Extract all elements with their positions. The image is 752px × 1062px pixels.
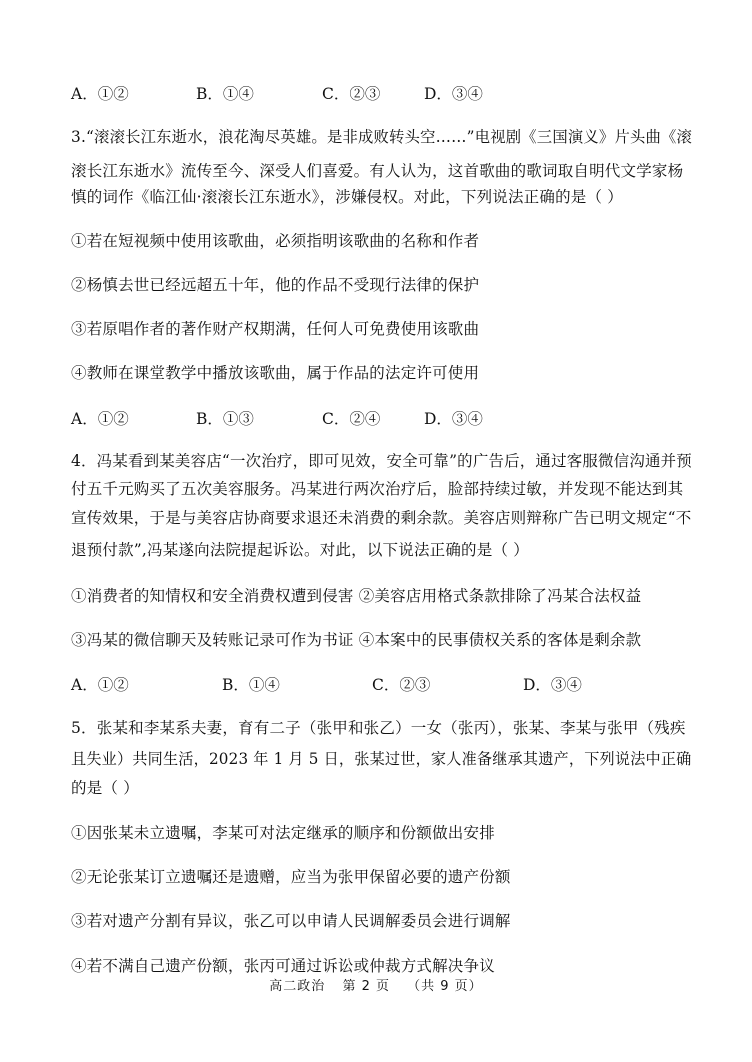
q4-items-row-2: ③冯某的微信聊天及转账记录可作为书证 ④本案中的民事债权关系的客体是剩余款 (71, 631, 642, 649)
q2-option-c: C．②③ (322, 85, 381, 103)
q4-option-c: C．②③ (372, 676, 431, 694)
footer-page-number: 第 2 页 (342, 979, 390, 994)
footer-subject: 高二政治 (269, 979, 326, 994)
q2-option-b: B．①④ (196, 85, 254, 103)
page-footer (0, 978, 752, 996)
q2-option-a: A．①② (71, 85, 129, 103)
q2-option-d: D．③④ (424, 85, 483, 103)
q3-item-4: ④教师在课堂教学中播放该歌曲，属于作品的法定许可使用 (71, 364, 480, 382)
footer-total-pages: （共 9 页） (407, 979, 483, 994)
q4-option-a: A．①② (71, 676, 129, 694)
q4-option-d: D．③④ (523, 676, 582, 694)
q3-item-2: ②杨慎去世已经远超五十年，他的作品不受现行法律的保护 (71, 276, 480, 294)
q5-stem-line-1: 5．张某和李某系夫妻，育有二子（张甲和张乙）一女（张丙），张某、李某与张甲（残疾 (71, 719, 686, 737)
q3-option-c: C．②④ (322, 410, 381, 428)
q5-item-4: ④若不满自己遗产份额，张丙可通过诉讼或仲裁方式解决争议 (71, 957, 495, 975)
q4-stem-line-2: 付五千元购买了五次美容服务。冯某进行两次治疗后，脸部持续过敏，并发现不能达到其 (71, 480, 684, 498)
q5-item-1: ①因张某未立遗嘱，李某可对法定继承的顺序和份额做出安排 (71, 824, 495, 842)
q3-option-b: B．①③ (196, 410, 254, 428)
q3-stem-line-1: 3.“滚滚长江东逝水，浪花淘尽英雄。是非成败转头空……”电视剧《三国演义》片头曲《滚 (71, 128, 693, 146)
q5-stem-line-2: 且失业）共同生活，2023 年 1 月 5 日，张某过世，家人准备继承其遗产，下列说法中正确 (71, 750, 692, 768)
q4-stem-line-1: 4．冯某看到某美容店“一次治疗，即可见效，安全可靠”的广告后，通过客服微信沟通并预 (71, 452, 692, 470)
q5-item-3: ③若对遗产分割有异议，张乙可以申请人民调解委员会进行调解 (71, 912, 511, 930)
q5-item-2: ②无论张某订立遗嘱还是遗赠，应当为张甲保留必要的遗产份额 (71, 868, 511, 886)
q3-item-1: ①若在短视频中使用该歌曲，必须指明该歌曲的名称和作者 (71, 232, 480, 250)
q5-stem-line-3: 的是（ ） (71, 779, 139, 797)
q4-stem-line-4: 退预付款”,冯某遂向法院提起诉讼。对此，以下说法正确的是（ ） (71, 541, 529, 559)
q4-option-b: B．①④ (222, 676, 280, 694)
q3-stem-line-2: 滚长江东逝水》流传至今、深受人们喜爱。有人认为，这首歌曲的歌词取自明代文学家杨 (71, 162, 684, 180)
q3-stem-line-3: 慎的词作《临江仙·滚滚长江东逝水》，涉嫌侵权。对此，下列说法正确的是（ ） (71, 188, 624, 206)
q3-item-3: ③若原唱作者的著作财产权期满，任何人可免费使用该歌曲 (71, 320, 480, 338)
q3-option-a: A．①② (71, 410, 129, 428)
q3-option-d: D．③④ (424, 410, 483, 428)
q4-items-row-1: ①消费者的知情权和安全消费权遭到侵害 ②美容店用格式条款排除了冯某合法权益 (71, 587, 642, 605)
q4-stem-line-3: 宣传效果，于是与美容店协商要求退还未消费的剩余款。美容店则辩称广告已明文规定“不 (71, 509, 692, 527)
